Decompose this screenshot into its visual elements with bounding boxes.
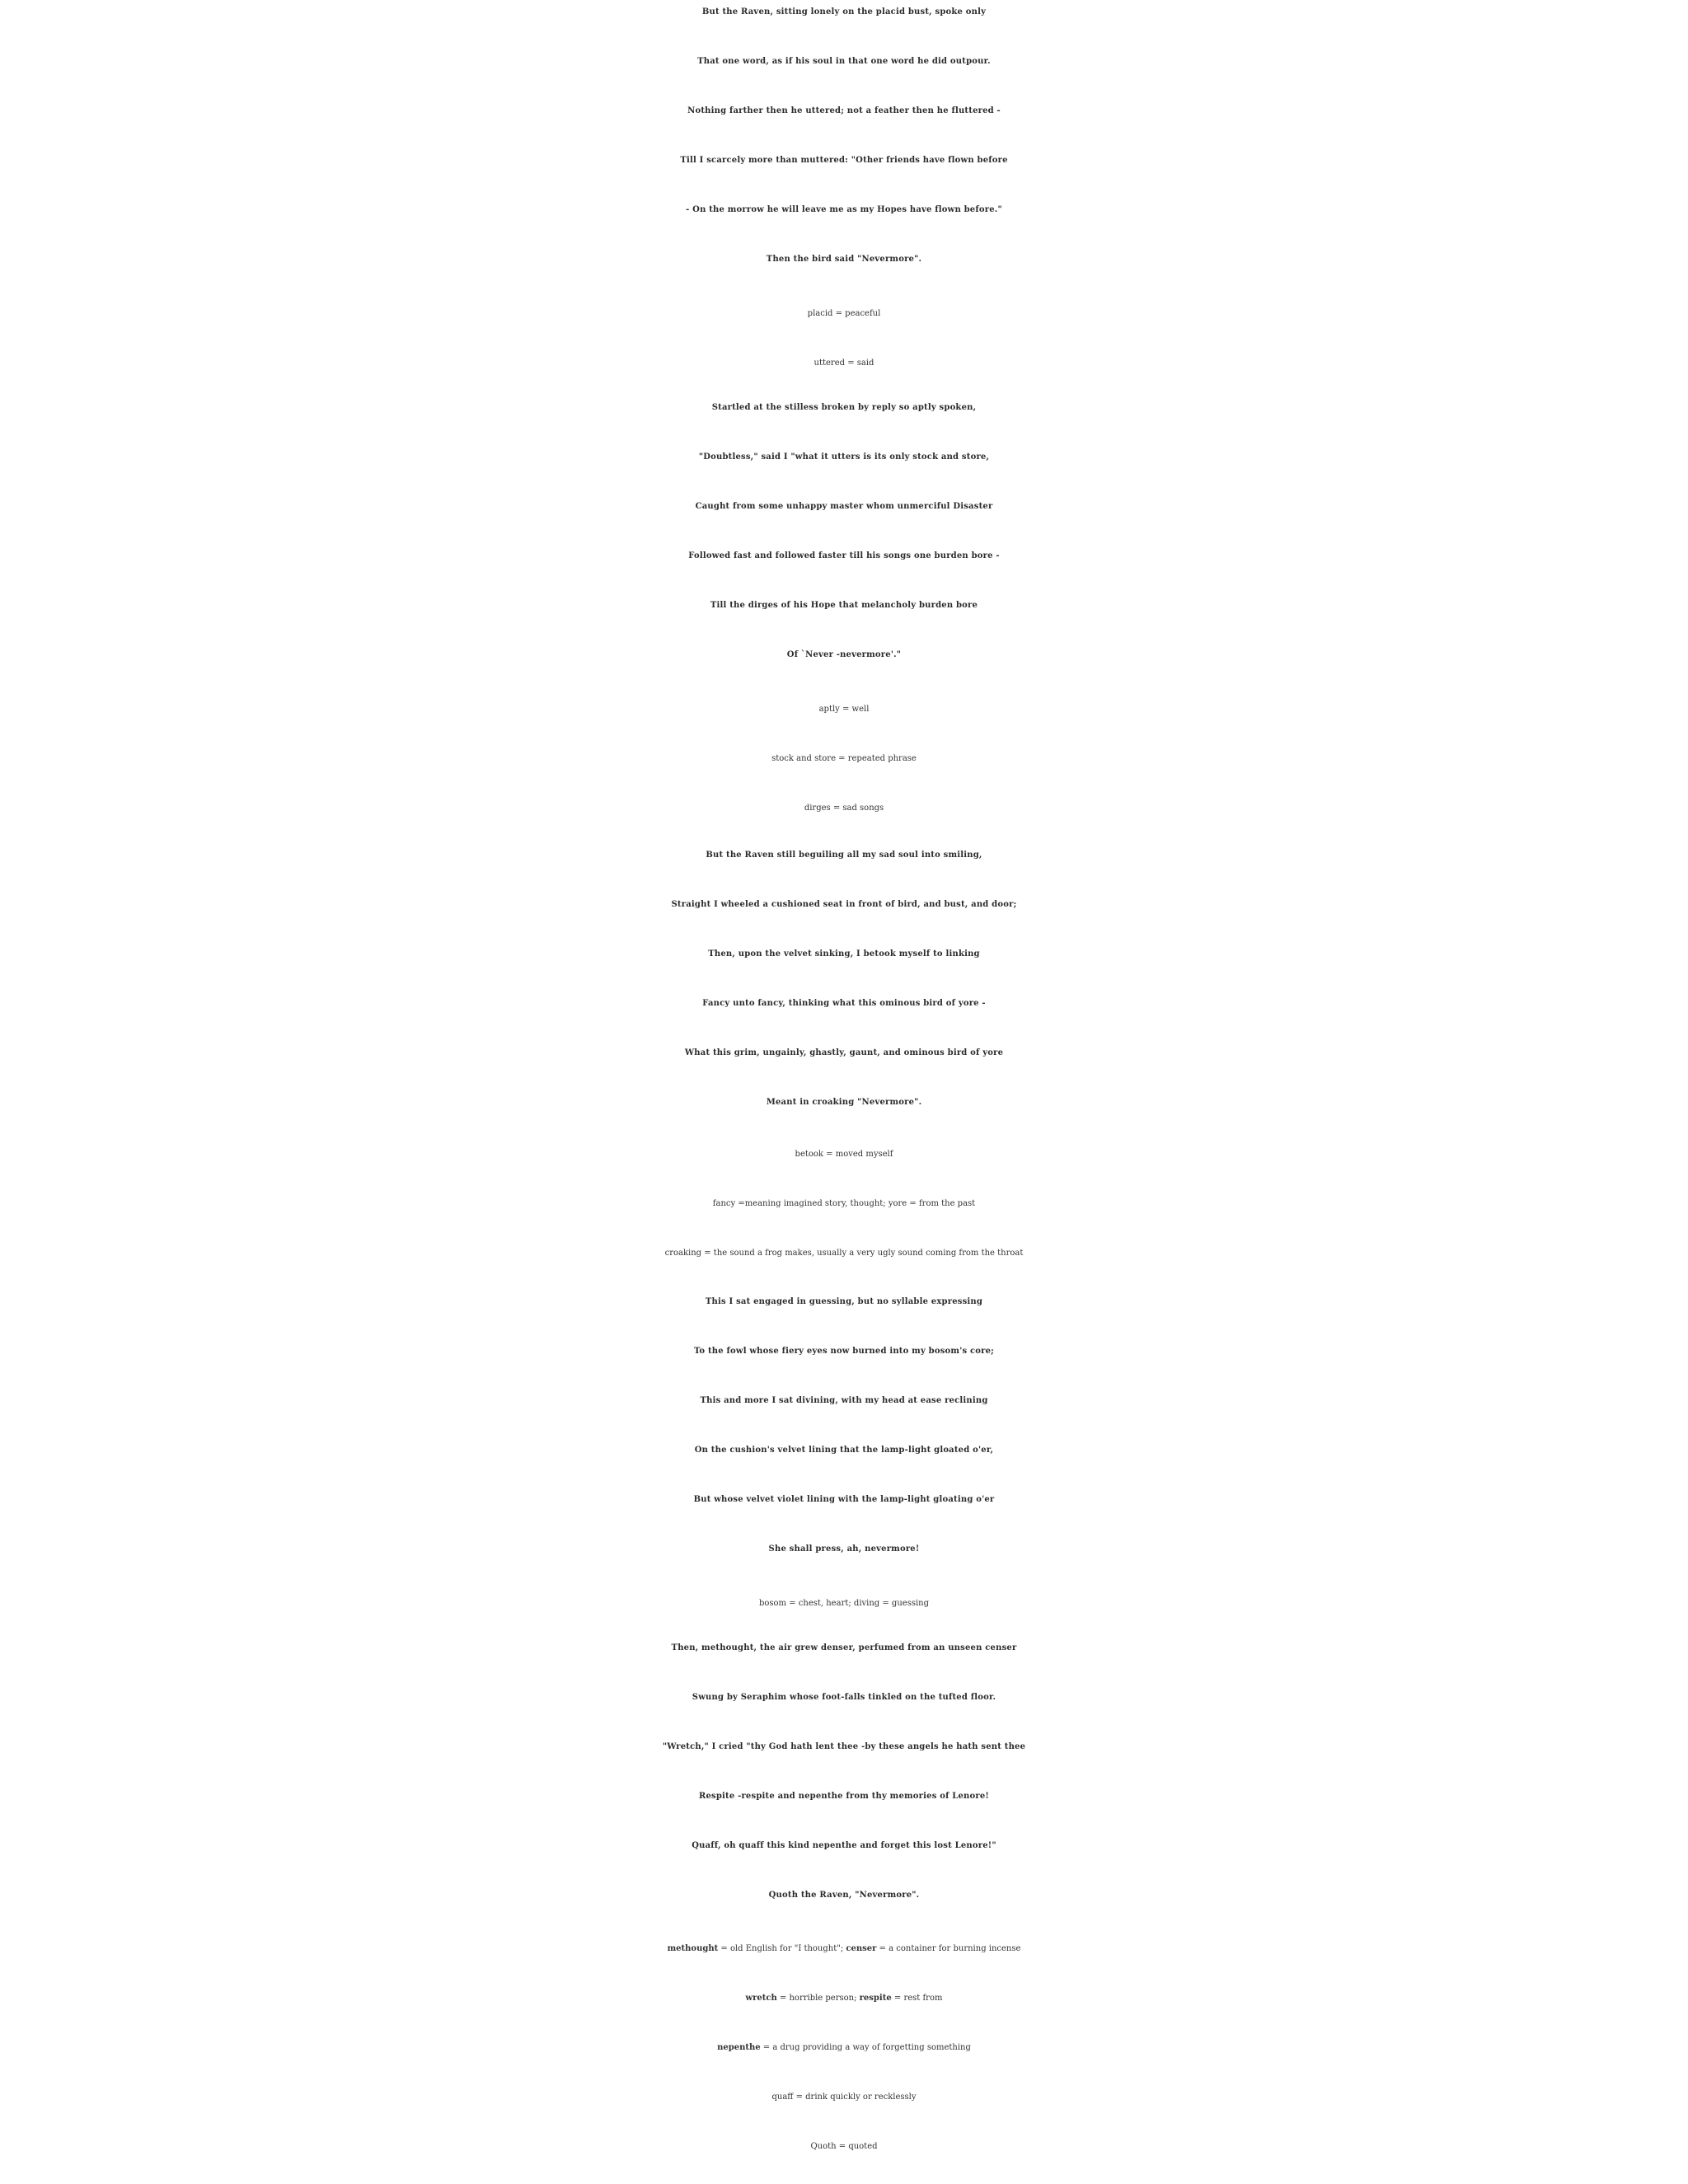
verse-line: Followed fast and followed faster till his songs one burden bore - <box>688 551 1000 560</box>
verse-line: That one word, as if his soul in that one word he did outpour. <box>697 57 991 66</box>
gloss-term: wretch <box>745 1994 777 2003</box>
vocab-gloss: dirges = sad songs <box>804 804 884 813</box>
gloss-definition: = horrible person; <box>776 1994 860 2003</box>
verse-line: Till the dirges of his Hope that melancholy burden bore <box>710 601 978 610</box>
verse-line: Till I scarcely more than muttered: "Other friends have flown before <box>680 156 1008 165</box>
gloss-definition: = a container for burning incense <box>876 1944 1021 1953</box>
verse-line: Swung by Seraphim whose foot-falls tinkled on the tufted floor. <box>692 1693 996 1702</box>
verse-line: - On the morrow he will leave me as my Hopes have flown before." <box>686 205 1002 214</box>
verse-line: What this grim, ungainly, ghastly, gaunt, and ominous bird of yore <box>684 1048 1004 1057</box>
gloss-definition: = a drug providing a way of forgetting something <box>760 2043 971 2052</box>
vocab-gloss: betook = moved myself <box>795 1150 893 1159</box>
verse-line: Respite -respite and nepenthe from thy memories of Lenore! <box>698 1792 990 1801</box>
verse-line: "Wretch," I cried "thy God hath lent thee -by these angels he hath sent thee <box>662 1742 1026 1751</box>
vocab-gloss: Quoth = quoted <box>810 2142 878 2151</box>
vocab-gloss: croaking = the sound a frog makes, usually a very ugly sound coming from the throat <box>664 1249 1024 1258</box>
verse-line: Fancy unto fancy, thinking what this ominous bird of yore - <box>702 999 986 1008</box>
vocab-gloss <box>0 1994 1688 2003</box>
verse-line: Caught from some unhappy master whom unmerciful Disaster <box>695 502 993 511</box>
verse-line: She shall press, ah, nevermore! <box>768 1544 920 1554</box>
verse-line: "Doubtless," said I "what it utters is its only stock and store, <box>698 452 990 462</box>
vocab-gloss: stock and store = repeated phrase <box>771 754 917 763</box>
verse-line: Nothing farther then he uttered; not a feather then he fluttered - <box>687 106 1001 115</box>
verse-line: To the fowl whose fiery eyes now burned into my bosom's core; <box>693 1347 995 1356</box>
verse-line: Then, upon the velvet sinking, I betook myself to linking <box>708 949 980 958</box>
vocab-gloss <box>0 2044 1688 2052</box>
gloss-term: methought <box>667 1944 719 1953</box>
vocab-gloss: uttered = said <box>814 359 874 368</box>
vocab-gloss: placid = peaceful <box>807 309 881 318</box>
verse-line: This and more I sat divining, with my head at ease reclining <box>700 1396 988 1405</box>
vocab-gloss: quaff = drink quickly or recklessly <box>771 2093 917 2102</box>
verse-line: Quoth the Raven, "Nevermore". <box>768 1891 920 1900</box>
verse-line: Then the bird said "Nevermore". <box>766 255 922 264</box>
verse-line: But whose velvet violet lining with the lamp-light gloating o'er <box>693 1495 995 1504</box>
verse-line: Of `Never -nevermore'." <box>786 650 902 659</box>
gloss-definition: = old English for "I thought"; <box>718 1944 846 1953</box>
verse-line: Then, methought, the air grew denser, perfumed from an unseen censer <box>671 1643 1017 1652</box>
vocab-gloss <box>0 1945 1688 1953</box>
vocab-gloss: fancy =meaning imagined story, thought; yore = from the past <box>712 1199 976 1208</box>
verse-line: On the cushion's velvet lining that the lamp-light gloated o'er, <box>694 1446 994 1455</box>
vocab-gloss: bosom = chest, heart; diving = guessing <box>758 1599 929 1608</box>
gloss-definition: = rest from <box>891 1994 943 2003</box>
verse-line: But the Raven still beguiling all my sad soul into smiling, <box>706 851 982 860</box>
verse-line: Meant in croaking "Nevermore". <box>766 1098 922 1107</box>
gloss-term: respite <box>859 1994 892 2003</box>
verse-line: Straight I wheeled a cushioned seat in front of bird, and bust, and door; <box>671 900 1017 909</box>
verse-line: Quaff, oh quaff this kind nepenthe and forget this lost Lenore!" <box>692 1841 996 1850</box>
verse-line: Startled at the stilless broken by reply so aptly spoken, <box>711 403 977 412</box>
vocab-gloss: aptly = well <box>818 705 870 714</box>
verse-line: But the Raven, sitting lonely on the placid bust, spoke only <box>701 7 987 16</box>
gloss-term: nepenthe <box>717 2043 761 2052</box>
gloss-term: censer <box>846 1944 877 1953</box>
verse-line: This I sat engaged in guessing, but no syllable expressing <box>705 1297 983 1306</box>
